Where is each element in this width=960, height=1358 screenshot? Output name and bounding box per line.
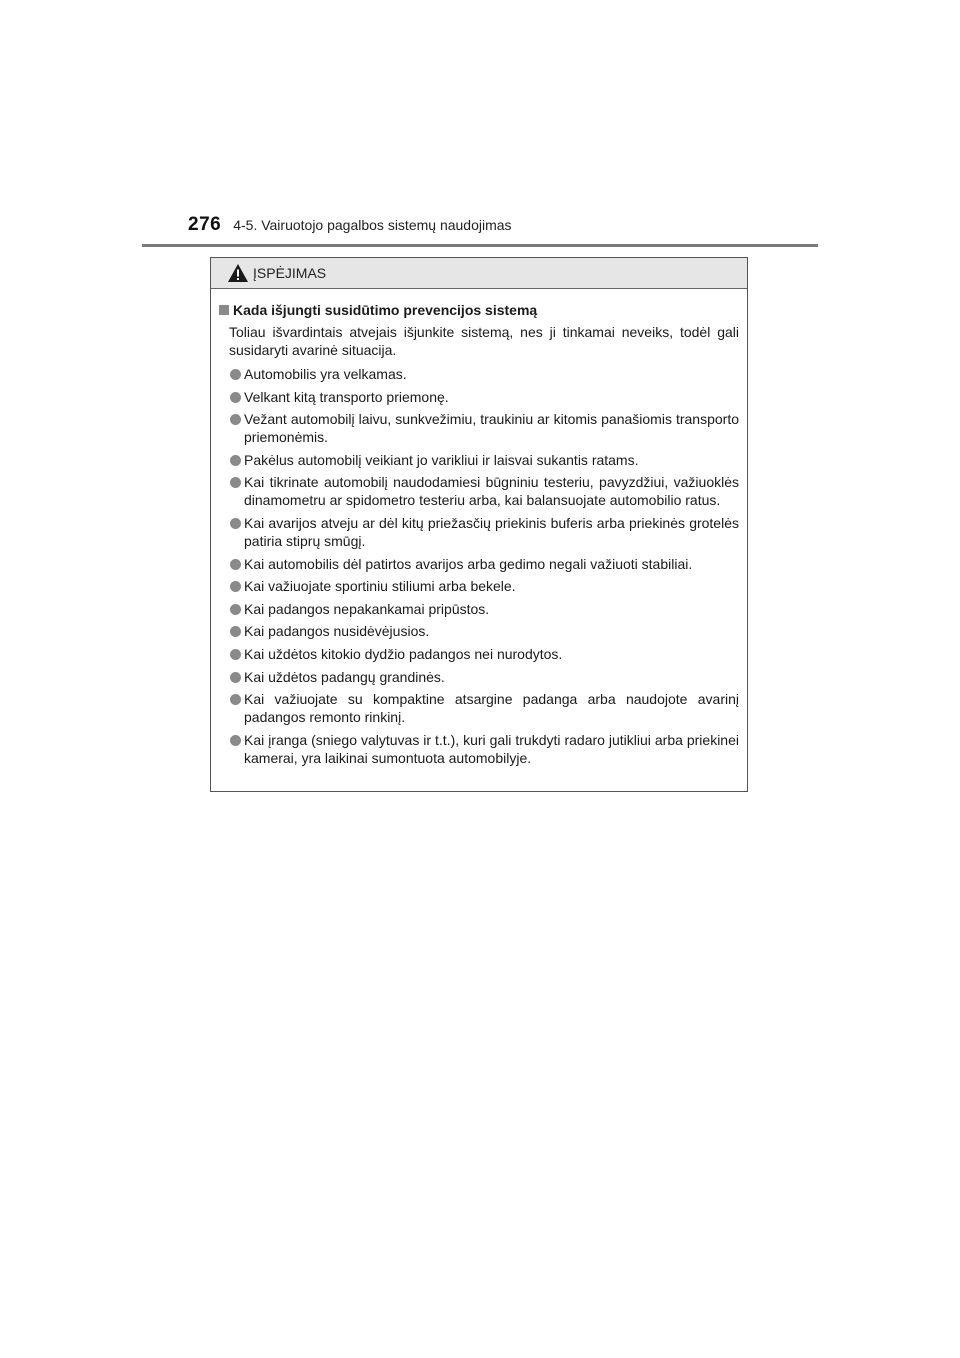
- list-item-text: Kai avarijos atveju ar dėl kitų priežasčių priekinis buferis arba priekinės grotelės patiria stiprų smūgį.: [244, 514, 739, 549]
- warning-heading-text: Kada išjungti susidūtimo prevencijos sistemą: [233, 302, 538, 318]
- list-item: [219, 668, 739, 686]
- warning-box: [210, 257, 748, 792]
- header-divider: [142, 244, 818, 247]
- list-item-text: Kai automobilis dėl patirtos avarijos arba gedimo negali važiuoti stabiliai.: [244, 555, 693, 572]
- bullet-dot-icon: [230, 559, 241, 570]
- list-item-text: Automobilis yra velkamas.: [244, 366, 407, 382]
- list-item-text: Kai važiuojate sportiniu stiliumi arba bekele.: [244, 578, 516, 595]
- square-bullet-icon: [219, 305, 229, 315]
- list-item-text: Kai važiuojate su kompaktine atsargine padanga arba naudojote avarinį padangos remonto rinkinį.: [244, 691, 739, 726]
- warning-intro: Toliau išvardintais atvejais išjunkite sistemą, nes ji tinkamai neveiks, todėl gali susidaryti avarinė situacija.: [229, 324, 739, 358]
- page-header: [188, 214, 512, 244]
- bullet-dot-icon: [230, 735, 241, 746]
- list-item: [219, 388, 739, 406]
- list-item: [219, 577, 739, 595]
- bullet-dot-icon: [230, 626, 241, 637]
- bullet-dot-icon: [230, 414, 241, 425]
- warning-header: [211, 258, 747, 289]
- list-item-text: Kai uždėtos kitokio dydžio padangos nei nurodytos.: [244, 645, 563, 662]
- bullet-dot-icon: [230, 604, 241, 615]
- warning-title: ĮSPĖJIMAS: [253, 265, 327, 281]
- warning-subheading: [219, 301, 739, 319]
- list-item: [219, 451, 739, 469]
- warning-list: [219, 365, 739, 767]
- list-item-text: Velkant kitą transporto priemonę.: [244, 388, 449, 405]
- bullet-dot-icon: [230, 392, 241, 403]
- list-item-text: Pakėlus automobilį veikiant jo varikliui ir laisvai sukantis ratams.: [244, 451, 639, 468]
- list-item: [219, 622, 739, 640]
- warning-triangle-icon: [227, 263, 249, 283]
- bullet-dot-icon: [230, 672, 241, 683]
- list-item: [219, 690, 739, 726]
- list-item-text: Kai padangos nepakankamai pripūstos.: [244, 600, 490, 617]
- list-item-text: Vežant automobilį laivu, sunkvežimiu, traukiniu ar kitomis panašiomis transporto priemonėmis.: [244, 411, 739, 446]
- warning-body: [211, 289, 747, 767]
- list-item: [219, 731, 739, 767]
- bullet-dot-icon: [230, 369, 241, 380]
- bullet-dot-icon: [230, 477, 241, 488]
- bullet-dot-icon: [230, 649, 241, 660]
- list-item: [219, 410, 739, 446]
- list-item: [219, 645, 739, 663]
- bullet-dot-icon: [230, 455, 241, 466]
- page-number: 276: [188, 214, 222, 235]
- list-item: [219, 600, 739, 618]
- list-item: [219, 555, 739, 573]
- list-item-text: Kai įranga (sniego valytuvas ir t.t.), kuri gali trukdyti radaro jutikliui arba priekinei kamerai, yra laikinai sumontuota automobilyje.: [244, 731, 739, 766]
- bullet-dot-icon: [230, 694, 241, 705]
- list-item: [219, 365, 739, 383]
- list-item: [219, 514, 739, 550]
- list-item-text: Kai padangos nusidėvėjusios.: [244, 623, 430, 640]
- list-item-text: Kai tikrinate automobilį naudodamiesi būgniniu testeriu, pavyzdžiui, važiuoklės dinamometru ar spidometro testeriu arba, kai balansuojate automobilio ratus.: [244, 474, 739, 509]
- section-title: 4-5. Vairuotojo pagalbos sistemų naudojimas: [233, 217, 512, 233]
- bullet-dot-icon: [230, 518, 241, 529]
- list-item-text: Kai uždėtos padangų grandinės.: [244, 668, 445, 685]
- list-item: [219, 473, 739, 509]
- bullet-dot-icon: [230, 581, 241, 592]
